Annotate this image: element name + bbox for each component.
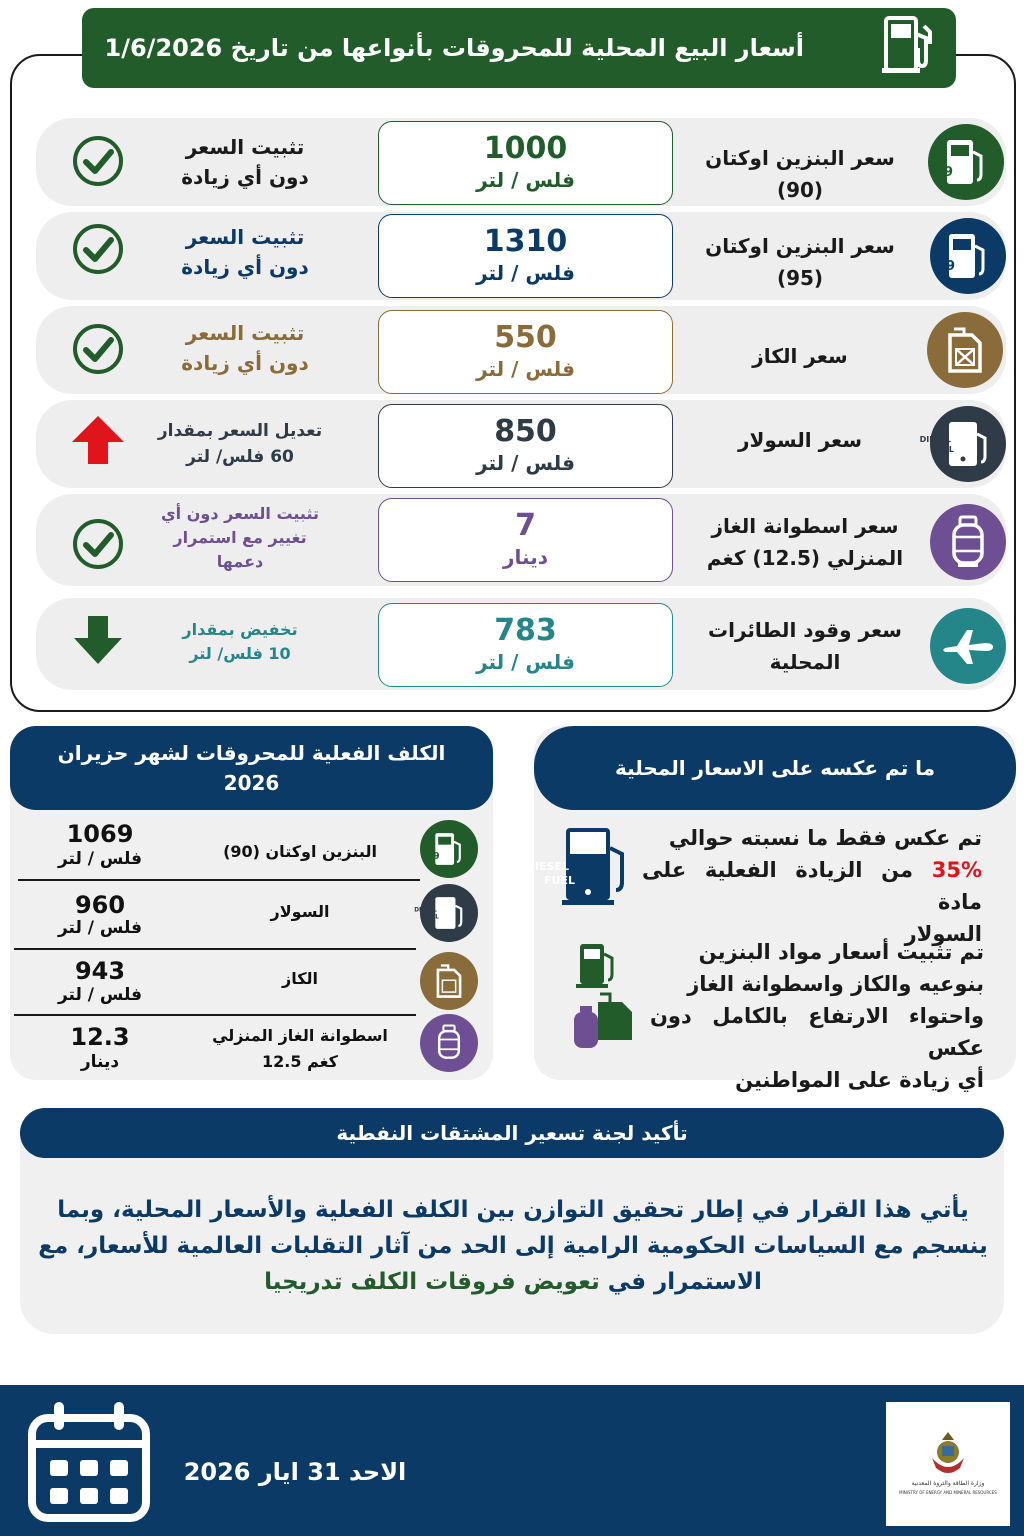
reflected-line: تم تثبيت أسعار مواد البنزين — [698, 940, 984, 964]
panel-title-line: الكلف الفعلية للمحروقات لشهر حزيران — [57, 741, 446, 765]
reflected-title: ما تم عكسه على الاسعار المحلية — [534, 726, 1016, 810]
price-value: 1310 — [483, 224, 568, 259]
svg-text:9: 9 — [945, 259, 955, 274]
status-line: تثبيت السعر دون أي — [161, 504, 319, 523]
cost-value: 943 — [74, 957, 126, 985]
statement-line — [30, 1264, 996, 1300]
cost-value: 1069 — [66, 820, 134, 848]
cost-unit: فلس / لتر — [57, 849, 143, 869]
page-title: أسعار البيع المحلية للمحروقات بأنواعها من تاريخ 1/6/2026 — [104, 34, 804, 62]
status-note — [150, 618, 330, 666]
reflected-line: أي زيادة على المواطنين — [735, 1068, 984, 1092]
jerrycan-icon — [927, 312, 1003, 388]
status-line: دون أي زيادة — [181, 255, 309, 279]
row-label — [690, 510, 920, 574]
status-line: دون أي زيادة — [181, 165, 309, 189]
status-line: دعمها — [216, 552, 264, 571]
percentage-highlight: 35% — [931, 858, 982, 882]
price-unit: فلس / لتر — [476, 357, 575, 381]
row-label-line: سعر وقود الطائرات — [708, 618, 902, 642]
price-value: 550 — [494, 320, 557, 355]
divider — [18, 879, 420, 881]
svg-text:9: 9 — [433, 851, 440, 863]
check-icon — [72, 323, 124, 379]
status-line: تثبيت السعر — [185, 225, 305, 249]
price-box — [378, 214, 673, 298]
check-icon — [72, 518, 124, 574]
cost-unit: فلس / لتر — [57, 985, 143, 1005]
footer-date: الاحد 31 ايار 2026 — [183, 1458, 407, 1486]
svg-text:9: 9 — [943, 165, 953, 180]
price-value: 783 — [494, 613, 557, 648]
row-label-line: المنزلي (12.5) كغم — [706, 546, 904, 570]
fuel-mix-icon — [570, 940, 642, 1062]
status-line: تعديل السعر بمقدار — [157, 421, 323, 441]
status-note — [150, 318, 340, 378]
cost-label-line: كغم 12.5 — [262, 1052, 338, 1071]
status-note — [150, 132, 340, 192]
reflected-line: بنوعيه والكاز واسطوانة الغاز — [687, 972, 984, 996]
ministry-logo — [886, 1402, 1010, 1526]
diesel-pump-icon — [414, 884, 478, 942]
cost-label: الكاز — [281, 969, 318, 988]
cost-label-line: اسطوانة الغاز المنزلي — [212, 1026, 388, 1045]
svg-text:FUEL: FUEL — [544, 874, 575, 887]
svg-text:FUEL: FUEL — [422, 914, 439, 921]
price-unit: فلس / لتر — [476, 261, 575, 285]
statement-text: الاستمرار في — [599, 1269, 762, 1295]
price-box — [378, 121, 673, 205]
price-unit: دينار — [503, 545, 548, 569]
gas-cylinder-icon — [420, 1014, 478, 1072]
statement-highlight: تعويض فروقات الكلف تدريجيا — [264, 1269, 600, 1295]
fuel-pump-icon — [880, 14, 936, 80]
price-box — [378, 310, 673, 394]
reflected-paragraph-2 — [650, 936, 984, 1096]
price-unit: فلس / لتر — [476, 650, 575, 674]
price-box — [378, 498, 673, 582]
svg-text:DIESEL: DIESEL — [919, 435, 951, 444]
reflected-line: السولار — [904, 922, 982, 946]
row-label-line: سعر اسطوانة الغاز — [711, 514, 899, 538]
row-label — [690, 614, 920, 678]
price-unit: فلس / لتر — [476, 168, 575, 192]
status-note — [150, 222, 340, 282]
diesel-pump-icon — [919, 406, 1006, 482]
status-line: تغيير مع استمرار — [173, 528, 307, 547]
status-line: دون أي زيادة — [181, 351, 309, 375]
cost-unit: دينار — [80, 1052, 120, 1072]
status-line: 60 فلس/ لتر — [186, 447, 294, 467]
gas-cylinder-icon — [930, 504, 1006, 580]
ministry-name-ar: وزارة الطاقة والثروة المعدنية — [911, 1480, 985, 1487]
price-unit: فلس / لتر — [476, 451, 575, 475]
price-box — [378, 603, 673, 687]
cost-value: 12.3 — [70, 1023, 130, 1051]
reflected-text: من الزيادة الفعلية على مادة — [642, 858, 982, 914]
status-line: تثبيت السعر — [185, 321, 305, 345]
gas-pump-icon — [930, 218, 1006, 294]
reflected-line — [642, 854, 982, 918]
check-icon — [72, 223, 124, 279]
status-note — [150, 418, 330, 470]
row-label-line: المحلية — [769, 650, 841, 674]
footer — [0, 1385, 1024, 1536]
svg-text:DIESEL: DIESEL — [525, 860, 569, 873]
row-label: سعر البنزين اوكتان (95) — [705, 234, 895, 290]
cost-label: البنزين اوكتان (90) — [223, 842, 377, 861]
reflected-paragraph-1 — [642, 822, 982, 950]
row-label: سعر السولار — [737, 428, 863, 452]
reflected-line: تم عكس فقط ما نسبته حوالي — [668, 826, 982, 850]
committee-statement — [30, 1192, 996, 1300]
row-label: سعر الكاز — [752, 344, 848, 368]
arrow-up-icon — [70, 414, 126, 470]
divider — [14, 948, 416, 950]
gas-pump-icon — [928, 124, 1004, 200]
reflected-line: واحتواء الارتفاع بالكامل دون عكس — [650, 1004, 984, 1060]
cost-value: 960 — [74, 891, 126, 919]
cost-label: السولار — [270, 902, 330, 921]
panel-title-line: 2026 — [223, 771, 280, 795]
status-line: 10 فلس/ لتر — [189, 644, 291, 663]
row-label: سعر البنزين اوكتان (90) — [705, 146, 895, 202]
committee-title: تأكيد لجنة تسعير المشتقات النفطية — [20, 1108, 1004, 1158]
price-box — [378, 404, 673, 488]
cost-unit: فلس / لتر — [57, 918, 143, 938]
status-line: تثبيت السعر — [185, 135, 305, 159]
actual-costs-title — [10, 726, 493, 810]
gas-pump-icon — [420, 820, 478, 878]
status-line: تخفيض بمقدار — [182, 620, 298, 639]
cost-label — [190, 1023, 410, 1075]
divider — [14, 1014, 416, 1016]
check-icon — [72, 135, 124, 191]
price-value: 850 — [494, 414, 557, 449]
statement-line: يأتي هذا القرار في إطار تحقيق التوازن بين الكلف الفعلية والأسعار المحلية، وبما — [57, 1197, 969, 1223]
statement-line: ينسجم مع السياسات الحكومية الرامية إلى الحد من آثار التقلبات العالمية للأسعار، مع — [38, 1233, 988, 1259]
svg-text:FUEL: FUEL — [931, 445, 954, 454]
calendar-icon — [26, 1400, 152, 1528]
svg-text:DIESEL: DIESEL — [414, 907, 437, 914]
airplane-icon — [930, 608, 1006, 684]
status-note — [150, 502, 330, 574]
arrow-down-icon — [72, 614, 124, 670]
price-value: 1000 — [483, 131, 568, 166]
price-value: 7 — [515, 508, 536, 543]
ministry-name-en: MINISTRY OF ENERGY AND MINERAL RESOURCES — [899, 1490, 997, 1495]
diesel-pump-icon — [525, 824, 630, 912]
jerrycan-icon — [420, 952, 478, 1010]
